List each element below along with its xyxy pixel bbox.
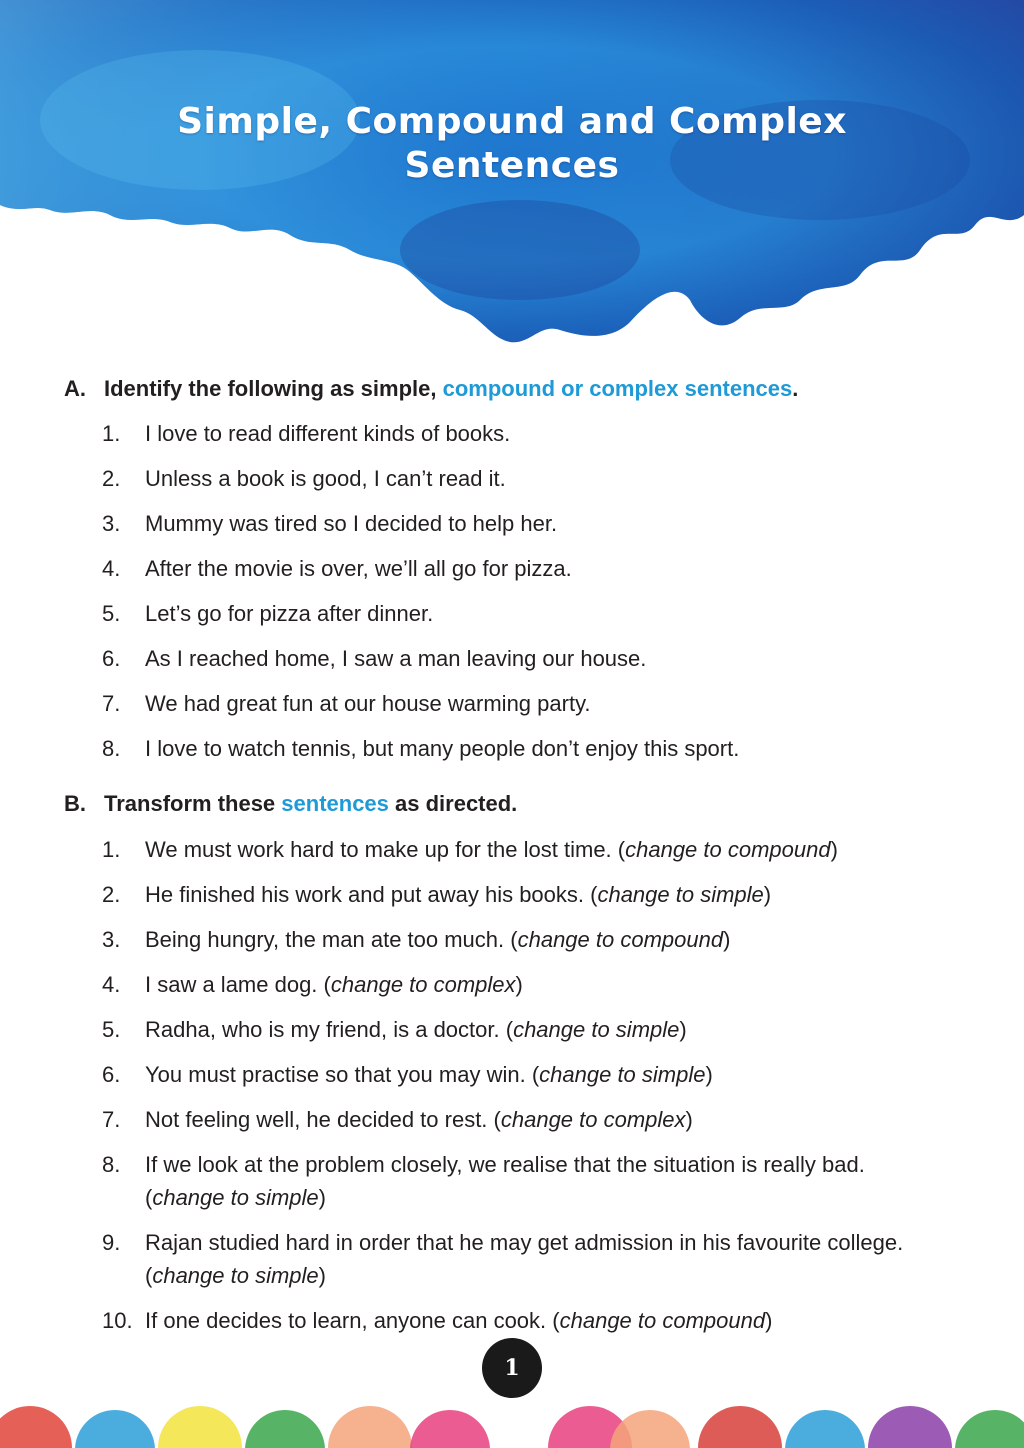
page-title-line-2: Sentences	[404, 145, 620, 186]
item-text: We had great fun at our house warming party.	[145, 691, 591, 716]
section-a-list	[102, 417, 739, 777]
section-a-letter: A.	[64, 376, 86, 401]
section-a-heading	[64, 375, 798, 403]
section-b-heading-accent: sentences	[281, 791, 389, 816]
item-text: You must practise so that you may win. (	[145, 1062, 540, 1087]
section-a-heading-text: Identify the following as simple,	[104, 376, 443, 401]
item-direction: change to complex	[500, 1107, 686, 1132]
item-direction: change to simple	[539, 1062, 706, 1087]
list-item	[102, 923, 945, 956]
item-number: 2.	[102, 466, 121, 491]
item-number: 4.	[102, 556, 121, 581]
item-text: Being hungry, the man ate too much. (	[145, 927, 518, 952]
list-item	[102, 507, 739, 552]
list-item	[102, 1148, 945, 1214]
item-number: 5.	[102, 601, 121, 626]
section-b-heading	[64, 790, 517, 818]
item-direction: change to simple	[152, 1263, 319, 1288]
list-item	[102, 1058, 945, 1091]
page-title	[0, 100, 1024, 188]
section-a-heading-end: .	[792, 376, 799, 401]
section-a-heading-accent: compound or complex sentences	[442, 376, 793, 401]
section-b-list	[102, 833, 945, 1349]
item-close: )	[765, 1308, 773, 1333]
list-item	[102, 687, 739, 732]
item-text: Rajan studied hard in order that he may get admission in his favourite college. (	[145, 1230, 904, 1288]
item-text: As I reached home, I saw a man leaving our house.	[145, 646, 647, 671]
item-close: )	[679, 1017, 687, 1042]
item-number: 8.	[102, 736, 121, 761]
item-number: 5.	[102, 1017, 121, 1042]
item-number: 2.	[102, 882, 121, 907]
page-title-line-1: Simple, Compound and Complex	[177, 101, 847, 142]
list-item	[102, 1304, 945, 1337]
list-item	[102, 597, 739, 642]
list-item	[102, 642, 739, 687]
item-direction: change to compound	[625, 837, 831, 862]
item-text: I saw a lame dog. (	[145, 972, 331, 997]
item-text: I love to read different kinds of books.	[145, 421, 511, 446]
item-text: We must work hard to make up for the lost time. (	[145, 837, 626, 862]
item-direction: change to compound	[559, 1308, 766, 1333]
item-number: 6.	[102, 646, 121, 671]
item-text: If we look at the problem closely, we realise that the situation is really bad. (	[145, 1152, 865, 1210]
item-close: )	[318, 1263, 326, 1288]
item-number: 3.	[102, 511, 121, 536]
item-text: I love to watch tennis, but many people don’t enjoy this sport.	[145, 736, 740, 761]
item-number: 4.	[102, 972, 121, 997]
item-text: After the movie is over, we’ll all go for pizza.	[145, 556, 572, 581]
item-text: Mummy was tired so I decided to help her.	[145, 511, 558, 536]
item-text: Let’s go for pizza after dinner.	[145, 601, 434, 626]
item-direction: change to simple	[152, 1185, 319, 1210]
item-text: Radha, who is my friend, is a doctor. (	[145, 1017, 514, 1042]
list-item	[102, 417, 739, 462]
page-number-badge: 1	[482, 1338, 542, 1398]
item-text: If one decides to learn, anyone can cook. (	[145, 1308, 560, 1333]
item-text: He finished his work and put away his books. (	[145, 882, 598, 907]
item-number: 1.	[102, 837, 121, 862]
item-number: 7.	[102, 691, 121, 716]
item-direction: change to simple	[597, 882, 764, 907]
item-number: 9.	[102, 1230, 121, 1255]
section-b-letter: B.	[64, 791, 86, 816]
item-number: 3.	[102, 927, 121, 952]
list-item	[102, 1226, 945, 1292]
item-direction: change to complex	[330, 972, 516, 997]
list-item	[102, 833, 945, 866]
item-text: Not feeling well, he decided to rest. (	[145, 1107, 501, 1132]
item-number: 10.	[102, 1308, 133, 1333]
item-close: )	[685, 1107, 693, 1132]
item-close: )	[763, 882, 772, 907]
list-item	[102, 732, 739, 777]
item-close: )	[318, 1185, 326, 1210]
item-direction: change to compound	[517, 927, 724, 952]
item-number: 1.	[102, 421, 121, 446]
list-item	[102, 968, 945, 1001]
list-item	[102, 1013, 945, 1046]
list-item	[102, 552, 739, 597]
item-close: )	[723, 927, 731, 952]
list-item	[102, 1103, 945, 1136]
item-direction: change to simple	[513, 1017, 680, 1042]
item-number: 8.	[102, 1152, 121, 1177]
item-number: 6.	[102, 1062, 121, 1087]
item-close: )	[830, 837, 838, 862]
list-item	[102, 878, 945, 911]
section-b-heading-text: Transform these	[104, 791, 282, 816]
item-text: Unless a book is good, I can’t read it.	[145, 466, 506, 491]
list-item	[102, 462, 739, 507]
item-number: 7.	[102, 1107, 121, 1132]
item-close: )	[515, 972, 523, 997]
section-b-heading-end: as directed.	[388, 791, 518, 816]
item-close: )	[705, 1062, 713, 1087]
